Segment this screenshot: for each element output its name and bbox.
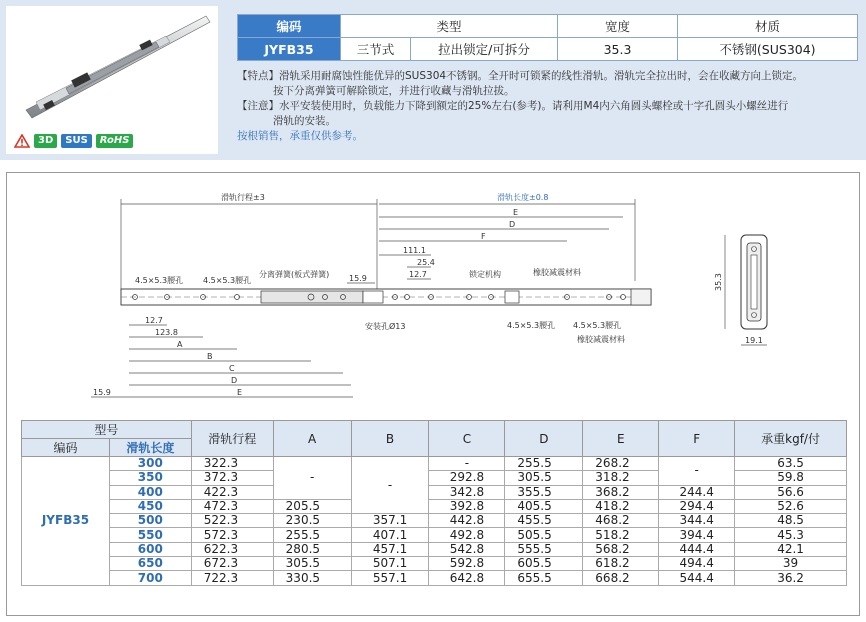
rail-cross-section	[741, 235, 767, 329]
cell-E: 318.2	[583, 471, 659, 485]
cell-C: -	[429, 457, 505, 471]
feature-note-2: 按下分离弹簧可解除锁定，并进行收藏与滑轨拉拔。	[273, 85, 515, 97]
feature-note-1: 【特点】滑轨采用耐腐蚀性能优异的SUS304不锈钢。全开时可锁紧的线性滑轨。滑轨完全拉出时，会在收藏方向上锁定。	[237, 70, 804, 82]
cell-length: 700	[109, 571, 191, 585]
cell-load: 39	[735, 557, 847, 571]
cell-length: 450	[109, 499, 191, 513]
cell-length: 350	[109, 471, 191, 485]
cell-stroke: 622.3	[191, 542, 273, 556]
cell-A: 255.5	[273, 528, 351, 542]
cell-C: 542.8	[429, 542, 505, 556]
label-F: F	[481, 232, 486, 241]
header-length: 滑轨长度	[109, 439, 191, 457]
table-row	[22, 499, 847, 513]
drawing-and-table-frame	[6, 172, 860, 616]
cell-length: 600	[109, 542, 191, 556]
label-C: C	[229, 364, 235, 373]
label-height: 35.3	[714, 273, 723, 291]
cell-D: 655.5	[505, 571, 583, 585]
cell-B: 357.1	[351, 514, 429, 528]
spec-table	[237, 14, 858, 61]
cell-F: 394.4	[659, 528, 735, 542]
cell-F: 244.4	[659, 485, 735, 499]
cell-A: 205.5	[273, 499, 351, 513]
cell-stroke: 372.3	[191, 471, 273, 485]
warning-icon	[14, 134, 30, 148]
cell-F-dash: -	[659, 457, 735, 486]
spec-header-width: 宽度	[558, 15, 678, 38]
label-127-left: 12.7	[145, 316, 163, 325]
cell-D: 555.5	[505, 542, 583, 556]
cell-E: 368.2	[583, 485, 659, 499]
3d-badge: 3D	[34, 134, 57, 148]
cell-load: 48.5	[735, 514, 847, 528]
spec-function: 拉出锁定/可拆分	[411, 38, 558, 61]
cell-length: 300	[109, 457, 191, 471]
label-111: 111.1	[403, 246, 426, 255]
cell-load: 45.3	[735, 528, 847, 542]
label-E-left: E	[237, 388, 243, 397]
cell-F: 444.4	[659, 542, 735, 556]
dimension-table	[21, 420, 847, 586]
spec-sections: 三节式	[341, 38, 411, 61]
label-D: D	[509, 220, 516, 229]
header-E: E	[583, 421, 659, 457]
label-rubber-1: 橡胶减震材料	[533, 268, 581, 277]
table-row	[22, 542, 847, 556]
cell-stroke: 472.3	[191, 499, 273, 513]
cell-length: 400	[109, 485, 191, 499]
header-D: D	[505, 421, 583, 457]
label-25: 25.4	[417, 258, 435, 267]
caution-note-2: 滑轨的安装。	[273, 115, 336, 127]
label-width: 19.1	[745, 336, 763, 345]
table-row	[22, 571, 847, 585]
cell-load: 59.8	[735, 471, 847, 485]
spec-material: 不锈钢(SUS304)	[678, 38, 858, 61]
rohs-badge: RoHS	[96, 134, 134, 148]
cell-load: 36.2	[735, 571, 847, 585]
cell-F: 494.4	[659, 557, 735, 571]
technical-drawing	[7, 173, 859, 413]
table-row	[22, 457, 847, 471]
header-code: 编码	[22, 439, 110, 457]
cell-C: 392.8	[429, 499, 505, 513]
cell-A: 305.5	[273, 557, 351, 571]
label-E: E	[513, 208, 519, 217]
cell-D: 355.5	[505, 485, 583, 499]
label-A: A	[177, 340, 183, 349]
spec-header-code: 编码	[238, 15, 341, 38]
cell-B-dash: -	[351, 457, 429, 514]
cell-A: 280.5	[273, 542, 351, 556]
lock-mechanism	[505, 291, 519, 303]
rail-stopper	[363, 291, 383, 303]
cell-D: 305.5	[505, 471, 583, 485]
cell-B: 457.1	[351, 542, 429, 556]
cell-C: 592.8	[429, 557, 505, 571]
label-lock: 锁定机构	[469, 270, 501, 279]
cell-length: 550	[109, 528, 191, 542]
header-C: C	[429, 421, 505, 457]
label-159-left: 15.9	[93, 388, 111, 397]
cell-load: 56.6	[735, 485, 847, 499]
sales-note: 按根销售，承重仅供参考。	[237, 130, 363, 142]
cell-B: 507.1	[351, 557, 429, 571]
cell-stroke: 322.3	[191, 457, 273, 471]
cell-F: 544.4	[659, 571, 735, 585]
cell-D: 255.5	[505, 457, 583, 471]
label-rubber-2: 橡胶减震材料	[577, 335, 625, 344]
cell-load: 52.6	[735, 499, 847, 513]
cell-F: 294.4	[659, 499, 735, 513]
header-A: A	[273, 421, 351, 457]
label-159-top: 15.9	[349, 274, 367, 283]
label-mount-hole: 安装孔Ø13	[365, 322, 406, 331]
cell-E: 518.2	[583, 528, 659, 542]
spec-header-material: 材质	[678, 15, 858, 38]
cell-C: 642.8	[429, 571, 505, 585]
table-row	[22, 557, 847, 571]
header-load: 承重kgf/付	[735, 421, 847, 457]
cell-E: 668.2	[583, 571, 659, 585]
caution-note-1: 【注意】水平安装使用时，负载能力下降到额定的25%左右(参考)。请利用M4内六角圆头螺栓或十字孔圆头小螺丝进行	[237, 100, 789, 112]
cell-C: 492.8	[429, 528, 505, 542]
cell-A-dash: -	[273, 457, 351, 500]
cell-E: 268.2	[583, 457, 659, 471]
table-row	[22, 528, 847, 542]
label-B: B	[207, 352, 213, 361]
label-D-left: D	[231, 376, 238, 385]
table-row	[22, 485, 847, 499]
cell-C: 342.8	[429, 485, 505, 499]
cell-E: 418.2	[583, 499, 659, 513]
cell-D: 505.5	[505, 528, 583, 542]
cell-F: 344.4	[659, 514, 735, 528]
cell-stroke: 572.3	[191, 528, 273, 542]
product-photo	[6, 6, 218, 154]
cell-E: 468.2	[583, 514, 659, 528]
label-hole-1: 4.5×5.3腰孔	[135, 276, 184, 285]
certification-badges	[14, 134, 133, 148]
cell-A: 330.5	[273, 571, 351, 585]
rail-end-cap	[631, 289, 651, 305]
cell-D: 605.5	[505, 557, 583, 571]
cell-length: 500	[109, 514, 191, 528]
cell-load: 42.1	[735, 542, 847, 556]
header-B: B	[351, 421, 429, 457]
label-spring: 分离弹簧(板式弹簧)	[259, 270, 330, 279]
spec-width: 35.3	[558, 38, 678, 61]
table-row	[22, 514, 847, 528]
cell-D: 405.5	[505, 499, 583, 513]
header-model-group: 型号	[22, 421, 192, 439]
cell-length: 650	[109, 557, 191, 571]
cell-load: 63.5	[735, 457, 847, 471]
label-rail-length: 滑轨长度±0.8	[497, 193, 549, 202]
cell-E: 568.2	[583, 542, 659, 556]
cell-stroke: 722.3	[191, 571, 273, 585]
cell-B: 407.1	[351, 528, 429, 542]
spec-code: JYFB35	[238, 38, 341, 61]
label-hole-4: 4.5×5.3腰孔	[573, 321, 622, 330]
header-stroke: 滑轨行程	[191, 421, 273, 457]
cell-B: 557.1	[351, 571, 429, 585]
sus-badge: SUS	[61, 134, 92, 148]
cell-stroke: 672.3	[191, 557, 273, 571]
cell-C: 442.8	[429, 514, 505, 528]
cell-C: 292.8	[429, 471, 505, 485]
cell-A: 230.5	[273, 514, 351, 528]
cell-code: JYFB35	[22, 457, 110, 586]
cell-stroke: 522.3	[191, 514, 273, 528]
spec-header-type: 类型	[341, 15, 558, 38]
cell-E: 618.2	[583, 557, 659, 571]
label-hole-3: 4.5×5.3腰孔	[507, 321, 556, 330]
cell-stroke: 422.3	[191, 485, 273, 499]
rail-inner-section	[261, 291, 363, 303]
label-127-top: 12.7	[409, 270, 427, 279]
header-F: F	[659, 421, 735, 457]
label-rail-stroke: 滑轨行程±3	[221, 193, 265, 202]
label-1238: 123.8	[155, 328, 178, 337]
product-header-panel	[0, 0, 866, 160]
cell-D: 455.5	[505, 514, 583, 528]
product-notes	[237, 69, 857, 144]
slide-rail-image	[6, 6, 218, 126]
label-hole-2: 4.5×5.3腰孔	[203, 276, 252, 285]
